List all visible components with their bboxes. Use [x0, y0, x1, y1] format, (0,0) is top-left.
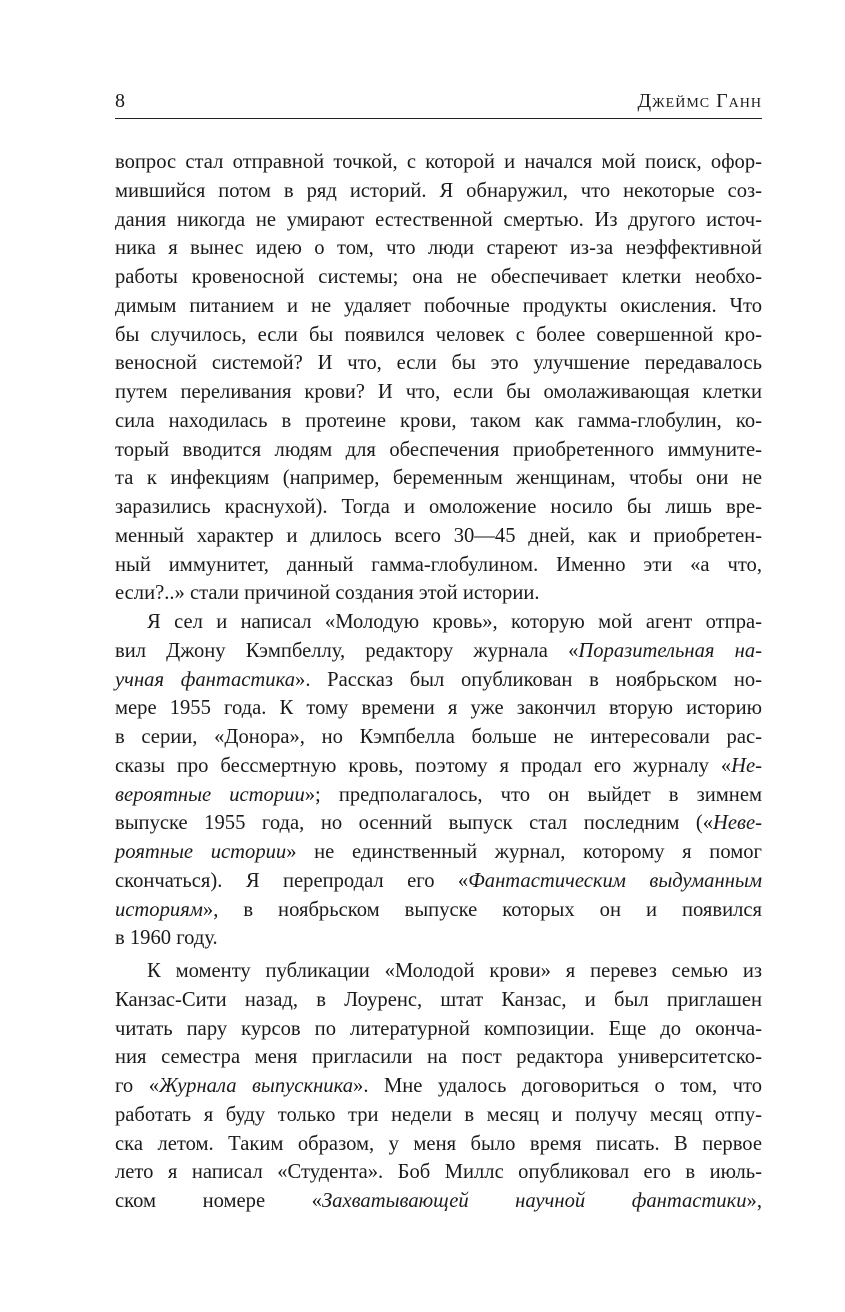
page-header	[115, 88, 762, 119]
text-line: сила находилась в протеине крови, таком как гамма-глобулин, ко-	[115, 409, 762, 432]
text-line: вероятные истории»; предполагалось, что он выйдет в зимнем	[115, 783, 763, 806]
page-number: 8	[115, 90, 125, 112]
text-line: учная фантастика». Рассказ был опубликован в ноябрьском но-	[115, 668, 763, 691]
text-line: работы кровеносной системы; она не обеспечивает клетки необхо-	[115, 266, 762, 288]
text-line: в 1960 году.	[115, 927, 218, 950]
text-line: го «Журнала выпускника». Мне удалось договориться о том, что	[115, 1075, 762, 1097]
text-line: мере 1955 года. К тому времени я уже закончил вторую историю	[115, 697, 762, 720]
running-head: Джеймс Ганн	[637, 90, 762, 112]
text-line: ском номере «Захватывающей научной фантастики»,	[115, 1190, 762, 1212]
text-line: читать пару курсов по литературной композиции. Еще до оконча-	[115, 1017, 762, 1040]
text-line: лето я написал «Студента». Боб Миллс опубликовал его в июль-	[115, 1161, 762, 1184]
text-line: дания никогда не умирают естественной смертью. Из другого источ-	[115, 208, 762, 231]
text-line: Я сел и написал «Молодую кровь», которую мой агент отпра-	[147, 611, 762, 633]
text-line: историям», в ноябрьском выпуске которых он и появился	[115, 898, 762, 921]
body-text	[115, 148, 762, 1216]
text-line: заразились краснухой). Тогда и омоложение носило бы лишь вре-	[115, 496, 762, 518]
text-line: менный характер и длилось всего 30—45 дней, как и приобретен-	[115, 524, 762, 547]
magazine-title: вероятные истории	[115, 783, 305, 806]
text-line: роятные истории» не единственный журнал, которому я помог	[115, 841, 763, 863]
text-line: выпуске 1955 года, но осенний выпуск стал последним («Неве-	[115, 812, 762, 835]
text-line: если?..» стали причиной создания этой истории.	[115, 582, 540, 605]
magazine-title: Неве-	[713, 812, 762, 835]
magazine-title: Журнала выпускника	[159, 1075, 354, 1097]
text-line: ника я вынес идею о том, что люди стареют из-за неэффективной	[115, 237, 762, 260]
text-line: мившийся потом в ряд историй. Я обнаружил, что некоторые соз-	[115, 179, 762, 202]
text-line: путем переливания крови? И что, если бы омолаживающая клетки	[115, 381, 762, 403]
text-line: ния семестра меня пригласили на пост редактора университетско-	[115, 1046, 762, 1069]
magazine-title: Не-	[731, 754, 762, 777]
text-line: вопрос стал отправной точкой, с которой и начался мой поиск, офор-	[115, 151, 762, 173]
magazine-title: Захватывающей научной фантастики	[321, 1190, 747, 1212]
text-line: торый вводится людям для обеспечения приобретенного иммуните-	[115, 438, 762, 461]
magazine-title: историям	[115, 898, 203, 921]
text-line: ска летом. Таким образом, у меня было время писать. В первое	[115, 1132, 762, 1155]
text-line: бы случилось, если бы появился человек с более совершенной кро-	[115, 323, 762, 346]
text-line: Канзас-Сити назад, в Лоуренс, штат Канзас, и был приглашен	[115, 988, 762, 1011]
text-line: веносной системой? И что, если бы это улучшение передавалось	[115, 352, 762, 375]
text-line: К моменту публикации «Молодой крови» я перевез семью из	[147, 960, 762, 982]
text-line: та к инфекциям (например, беременным женщинам, чтобы они не	[115, 467, 762, 490]
text-line: димым питанием и не удаляет побочные продукты окисления. Что	[115, 294, 762, 317]
magazine-title: Поразительная на-	[578, 639, 762, 662]
text-line: ный иммунитет, данный гамма-глобулином. Именно эти «а что,	[115, 553, 762, 576]
magazine-title: учная фантастика	[115, 668, 296, 691]
magazine-title: роятные истории	[115, 841, 287, 863]
text-line: сказы про бессмертную кровь, поэтому я продал его журналу «Не-	[115, 754, 762, 777]
text-line: в серии, «Донора», но Кэмпбелла больше не интересовали рас-	[115, 726, 762, 748]
text-line: вил Джону Кэмпбеллу, редактору журнала «Поразительная на-	[115, 639, 762, 662]
text-line: работать я буду только три недели в месяц и получу месяц отпу-	[115, 1103, 762, 1126]
text-line: скончаться). Я перепродал его «Фантастическим выдуманным	[115, 869, 763, 892]
magazine-title: Фантастическим выдуманным	[468, 869, 763, 892]
